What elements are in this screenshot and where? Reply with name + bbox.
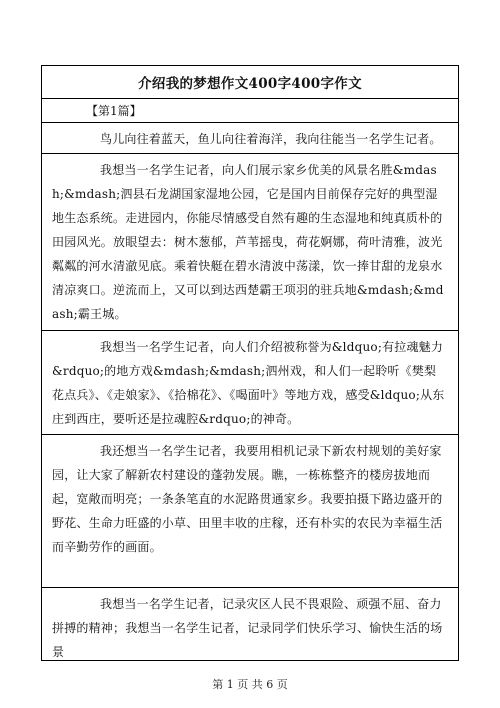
- document-title: 介绍我的梦想作文400字400字作文: [138, 76, 362, 92]
- page-footer: 第 1 页 共 6 页: [212, 678, 288, 691]
- title-row: [42, 66, 458, 99]
- article-table: [41, 65, 459, 661]
- paragraph-4: 我还想当一名学生记者，我要用相机记录下新农村规划的美好家园，让大家了解新农村建设的蓬勃发展。瞧，一栋栋整齐的楼房拔地而起，宽敞而明亮；一条条笔直的水泥路贯通家乡。我要拍摄下路边盛开的野花、生命力旺盛的小草、田里丰收的庄稼，还有朴实的农民为幸福生活而辛勤劳作的画面。: [52, 444, 443, 554]
- section-label: 【第1篇】: [86, 104, 142, 118]
- paragraph-1: 鸟儿向往着蓝天，鱼儿向往着海洋，我向往能当一名学生记者。: [100, 132, 442, 146]
- section-heading-row: [42, 99, 458, 123]
- paragraph-5: 我想当一名学生记者，记录灾区人民不畏艰险、顽强不屈、奋力拼搏的精神；我想当一名学生记者，记录同学们快乐学习、愉快生活的场景: [52, 597, 443, 659]
- paragraph-row: [42, 588, 458, 660]
- paragraph-row: [42, 123, 458, 154]
- paragraph-row: [42, 331, 458, 435]
- paragraph-row: [42, 435, 458, 588]
- paragraph-2: 我想当一名学生记者，向人们展示家乡优美的风景名胜&mdash;&mdash;泗县石龙湖国家湿地公园，它是国内目前保存完好的典型湿地生态系统。走进园内，你能尽情感受自然有趣的生态湿地和纯真质朴的田园风光。放眼望去：树木葱郁，芦苇摇曳，荷花婀娜，荷叶清雅，波光粼粼的河水清澈见底。乘着快艇在碧水清波中荡漾，饮一捧甘甜的龙泉水清凉爽口。逆流而上，又可以到达西楚霸王项羽的驻兵地&mdash;&mdash;霸王城。: [52, 163, 444, 321]
- paragraph-row: [42, 154, 458, 331]
- paragraph-3: 我想当一名学生记者，向人们介绍被称誉为&ldquo;有拉魂魅力&rdquo;的地方戏&mdash;&mdash;泗州戏，和人们一起聆听《樊梨花点兵》、《走娘家》、《拾棉花》、《喝面叶》等地方戏，感受&ldquo;从东庄到西庄，要听还是拉魂腔&rdquo;的神奇。: [52, 340, 445, 426]
